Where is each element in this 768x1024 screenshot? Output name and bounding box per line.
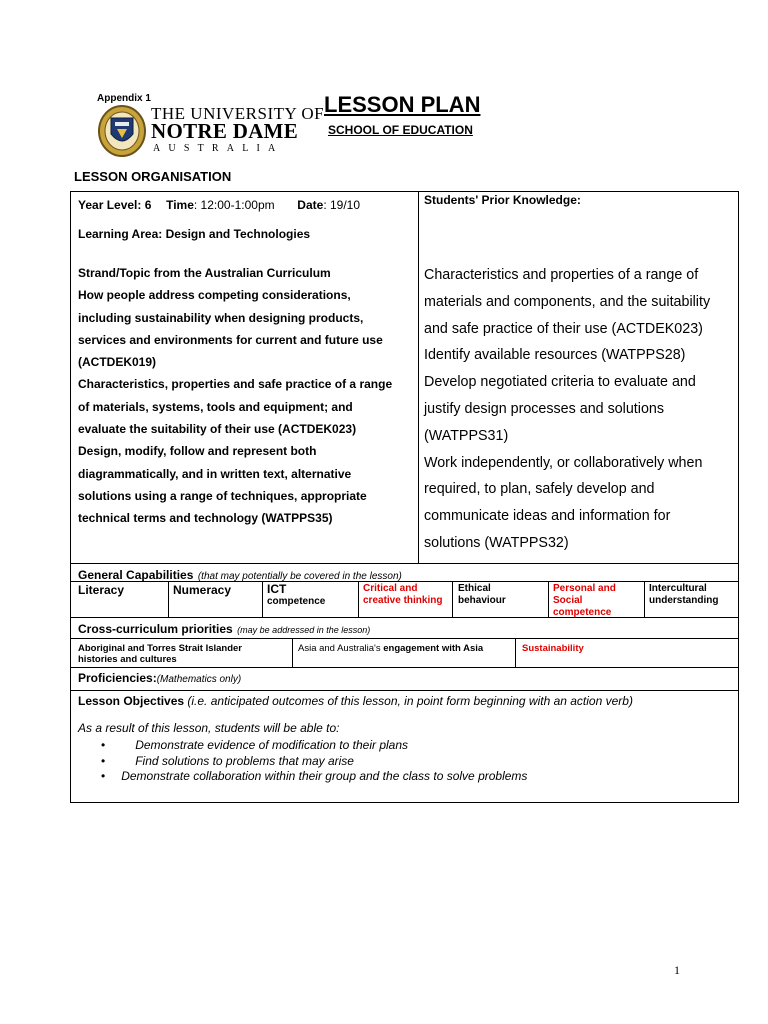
objectives-list [101, 738, 527, 785]
prior-knowledge-heading: Students' Prior Knowledge: [424, 193, 581, 207]
learning-area: Learning Area: Design and Technologies [78, 227, 311, 241]
capability-ict: ICT competence [267, 582, 326, 607]
column-divider [418, 191, 419, 563]
list-item: • Demonstrate collaboration within their group and the class to solve problems [101, 769, 528, 783]
page-subtitle: SCHOOL OF EDUCATION [328, 123, 473, 137]
cross-curriculum-heading: Cross-curriculum priorities (may be addressed in the lesson) [78, 622, 371, 636]
prior-knowledge-text: Characteristics and properties of a range of materials and components, and the suitability and safe practice of their use (ACTDEK023) Identify available resources (WATPPS28) Develop negotiated criteria to evaluate and justify design processes and solutions (WATPPS31) Work independently, or collaboratively when required, to plan, safely develop and communicate ideas and information for solutions (WATPPS32) [424, 267, 711, 551]
objectives-intro: As a result of this lesson, students will be able to: [78, 721, 340, 735]
appendix-label: Appendix 1 [97, 93, 151, 104]
capability-personal-social: Personal and Social competence [553, 583, 616, 618]
priority-sustainability: Sustainability [522, 643, 584, 654]
university-name-line1: THE UNIVERSITY OF [151, 104, 325, 123]
section-title: LESSON ORGANISATION [74, 169, 232, 184]
general-capabilities-heading: General Capabilities (that may potentially be covered in the lesson) [78, 568, 402, 582]
row-divider [70, 690, 739, 691]
lesson-objectives-heading: Lesson Objectives (i.e. anticipated outcomes of this lesson, in point form beginning with an action verb) [78, 694, 633, 708]
capability-critical-thinking: Critical and creative thinking [363, 583, 443, 606]
university-name-line2: NOTRE DAME [151, 119, 299, 143]
capability-intercultural: Intercultural understanding [649, 583, 719, 606]
row-divider [70, 667, 739, 668]
year-time-date: Year Level: 6 Time: 12:00-1:00pm Date: 19/10 [78, 198, 361, 212]
priority-aboriginal: Aboriginal and Torres Strait Islander histories and cultures [78, 643, 242, 665]
university-crest-icon [97, 104, 147, 158]
list-item: • Find solutions to problems that may arise [101, 753, 354, 768]
page-title: LESSON PLAN [324, 92, 481, 117]
list-item: • Demonstrate evidence of modification to their plans [101, 738, 409, 752]
row-divider [70, 617, 739, 618]
proficiencies: Proficiencies:(Mathematics only) [78, 671, 242, 685]
page-number: 1 [674, 963, 680, 977]
priority-asia: Asia and Australia's engagement with Asia [298, 643, 484, 654]
row-divider [70, 563, 739, 564]
capability-ethical: Ethical behaviour [458, 583, 506, 606]
capability-literacy: Literacy [78, 583, 125, 597]
capability-numeracy: Numeracy [173, 583, 232, 597]
university-name-line3: AUSTRALIA [153, 143, 284, 154]
strand-topic: Strand/Topic from the Australian Curriculum How people address competing considerations, including sustainability when designing products, services and environments for current and future use (ACTDEK019) Characteristics, properties and safe practice of a range of materials, systems, tools and equipment; and evaluate the suitability of their use (ACTDEK023) Design, modify, follow and represent both diagrammatically, and in written text, alternative solutions using a range of techniques, appropriate technical terms and technology (WATPPS35) [78, 266, 393, 526]
